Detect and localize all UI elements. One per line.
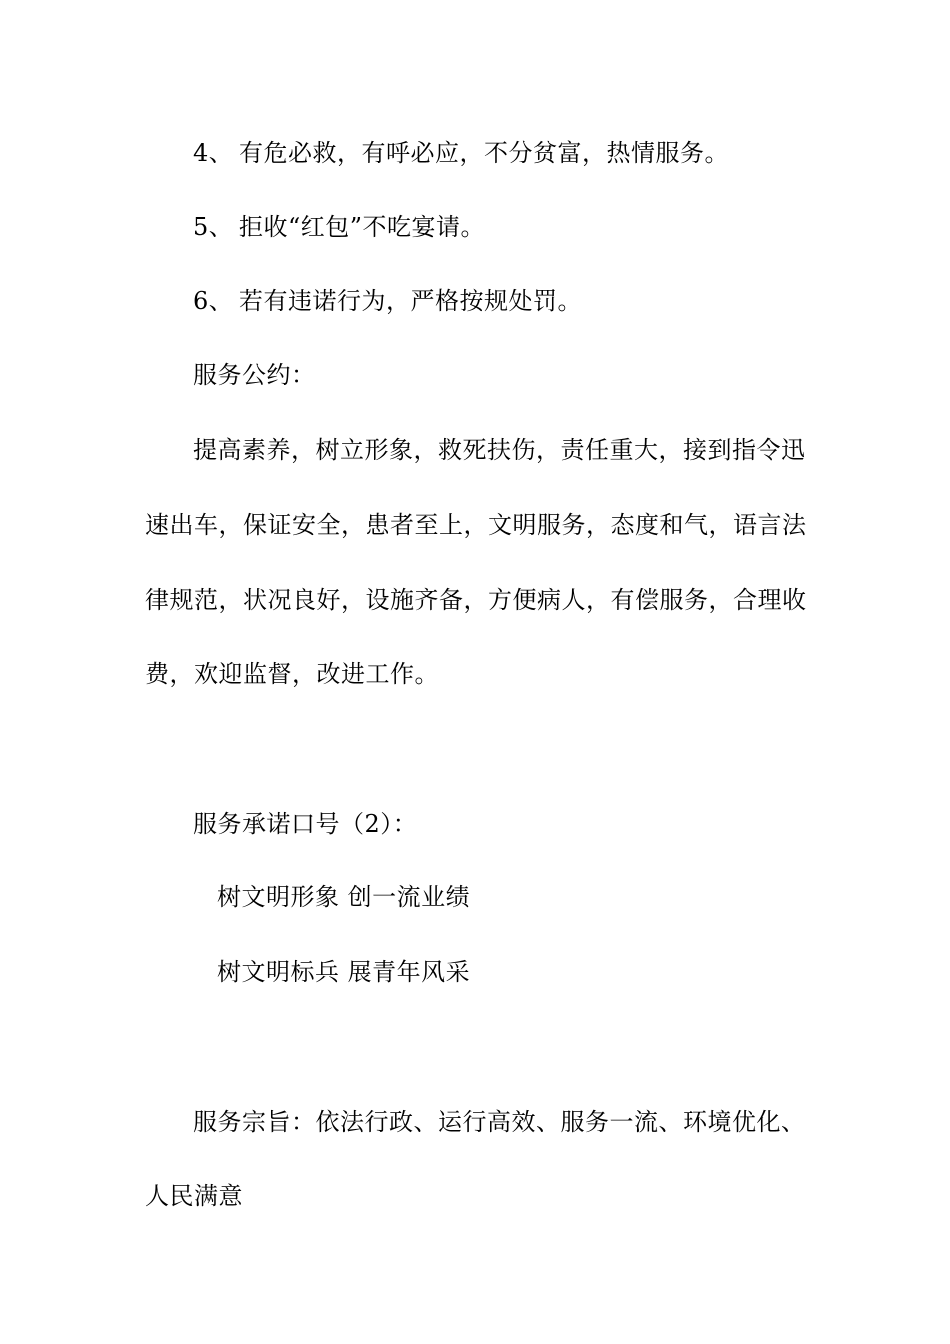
item-number: 5、	[193, 213, 234, 241]
convention-heading: 服务公约：	[193, 361, 316, 389]
item-number: 4、	[193, 139, 234, 167]
item-number: 6、	[193, 287, 234, 315]
item-text: 若有违诺行为，严格按规处罚。	[239, 287, 582, 315]
list-item	[193, 285, 582, 317]
slogans-heading: 服务承诺口号（2）：	[193, 810, 418, 838]
list-item	[193, 211, 485, 243]
slogan-line-2: 树文明标兵 展青年风采	[217, 958, 471, 986]
convention-line-1: 提高素养，树立形象，救死扶伤，责任重大，接到指令迅	[193, 436, 806, 464]
convention-line-3: 律规范，状况良好，设施齐备，方便病人，有偿服务，合理收	[145, 586, 807, 614]
item-text: 拒收“红包”不吃宴请。	[239, 213, 486, 241]
list-item	[193, 137, 729, 169]
convention-line-2: 速出车，保证安全，患者至上，文明服务，态度和气，语言法	[145, 511, 807, 539]
item-text: 有危必救，有呼必应，不分贫富，热情服务。	[239, 139, 729, 167]
slogan-line-1: 树文明形象 创一流业绩	[217, 883, 471, 911]
purpose-line-1: 服务宗旨：依法行政、运行高效、服务一流、环境优化、	[193, 1108, 806, 1136]
purpose-line-2: 人民满意	[145, 1182, 243, 1210]
convention-line-4: 费，欢迎监督，改进工作。	[145, 660, 439, 688]
